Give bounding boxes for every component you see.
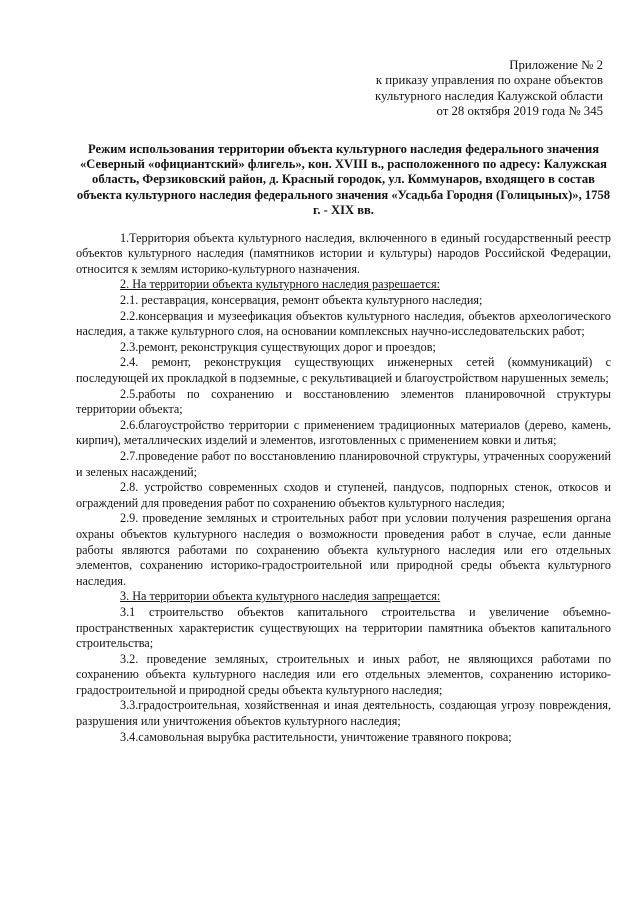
paragraph-2-3: 2.3.ремонт, реконструкция существующих дорог и проездов;: [120, 339, 436, 354]
section-3-heading: 3. На территории объекта культурного наследия запрещается:: [120, 589, 441, 604]
paragraph-2-7: 2.7.проведение работ по восстановлению планировочной структуры, утраченных сооружений и зеленых насаждений;: [76, 448, 611, 479]
document-body: [76, 231, 611, 746]
paragraph-3-4: 3.4.самовольная вырубка растительности, уничтожение травяного покрова;: [120, 729, 512, 744]
order-authority: культурного наследия Калужской области: [374, 88, 603, 103]
appendix-header: [76, 58, 603, 120]
order-reference: к приказу управления по охране объектов: [375, 73, 603, 88]
paragraph-3-2: 3.2. проведение земляных, строительных и иных работ, не являющихся работами по сохранению объекта культурного наследия или его отдельных элементов, сохранению историко-градостроительной и природной среды объекта культурного наследия;: [76, 651, 611, 697]
paragraph-2-4: 2.4. ремонт, реконструкция существующих инженерных сетей (коммуникаций) с последующей их прокладкой в подземные, с рекультивацией и благоустройством нарушенных земель;: [76, 355, 611, 385]
paragraph-2-2: 2.2.консервация и музеефикация объектов культурного наследия, объектов археологического наследия, а также культурного слоя, на основании комплексных научно-исследовательских работ;: [76, 308, 611, 339]
section-2-heading: 2. На территории объекта культурного наследия разрешается:: [120, 277, 440, 292]
paragraph-2-8: 2.8. устройство современных сходов и ступеней, пандусов, подпорных стенок, откосов и ограждений для проведения работ по сохранению объектов культурного наследия;: [76, 480, 611, 510]
paragraph-3-1: 3.1 строительство объектов капитального строительства и увеличение объемно-пространственных характеристик существующих на территории памятника объектов капитального строительства;: [76, 604, 611, 651]
paragraph-1: 1.Территория объекта культурного наследия, включенного в единый государственный реестр объектов культурного наследия (памятников истории и культуры) народов Российской Федерации, относится к землям историко-культурного назначения.: [76, 230, 611, 276]
appendix-number: Приложение № 2: [509, 58, 603, 72]
paragraph-2-6: 2.6.благоустройство территории с применением традиционных материалов (дерево, камень, кирпич), металлических изделий и элементов, изготовленных с применением ковки и литья;: [76, 417, 611, 448]
document-title: Режим использования территории объекта культурного наследия федерального значения «Северный «официантский» флигель», кон. XVIII в., расположенного по адресу: Калужская область, Ферзиковский район, д. Красный городок, ул. Коммунаров, входящего в состав объекта культурного наследия федерального значения «Усадьба Городня (Голицыных)», 1758 г. - XIX вв.: [76, 141, 611, 218]
paragraph-3-3: 3.3.градостроительная, хозяйственная и иная деятельность, создающая угрозу повреждения, разрушения или уничтожения объектов культурного наследия;: [76, 698, 611, 729]
paragraph-2-5: 2.5.работы по сохранению и восстановлению элементов планировочной структуры территории объекта;: [76, 386, 611, 417]
paragraph-2-9: 2.9. проведение земляных и строительных работ при условии получения разрешения органа охраны объектов культурного наследия о возможности проведения работ в случае, если данные работы являются работами по сохранению объекта культурного наследия или его отдельных элементов, сохранению историко-градостроительной или природной среды объекта культурного наследия.: [76, 511, 611, 588]
paragraph-2-1: 2.1. реставрация, консервация, ремонт объекта культурного наследия;: [120, 293, 483, 308]
order-date: от 28 октября 2019 года № 345: [436, 104, 603, 119]
